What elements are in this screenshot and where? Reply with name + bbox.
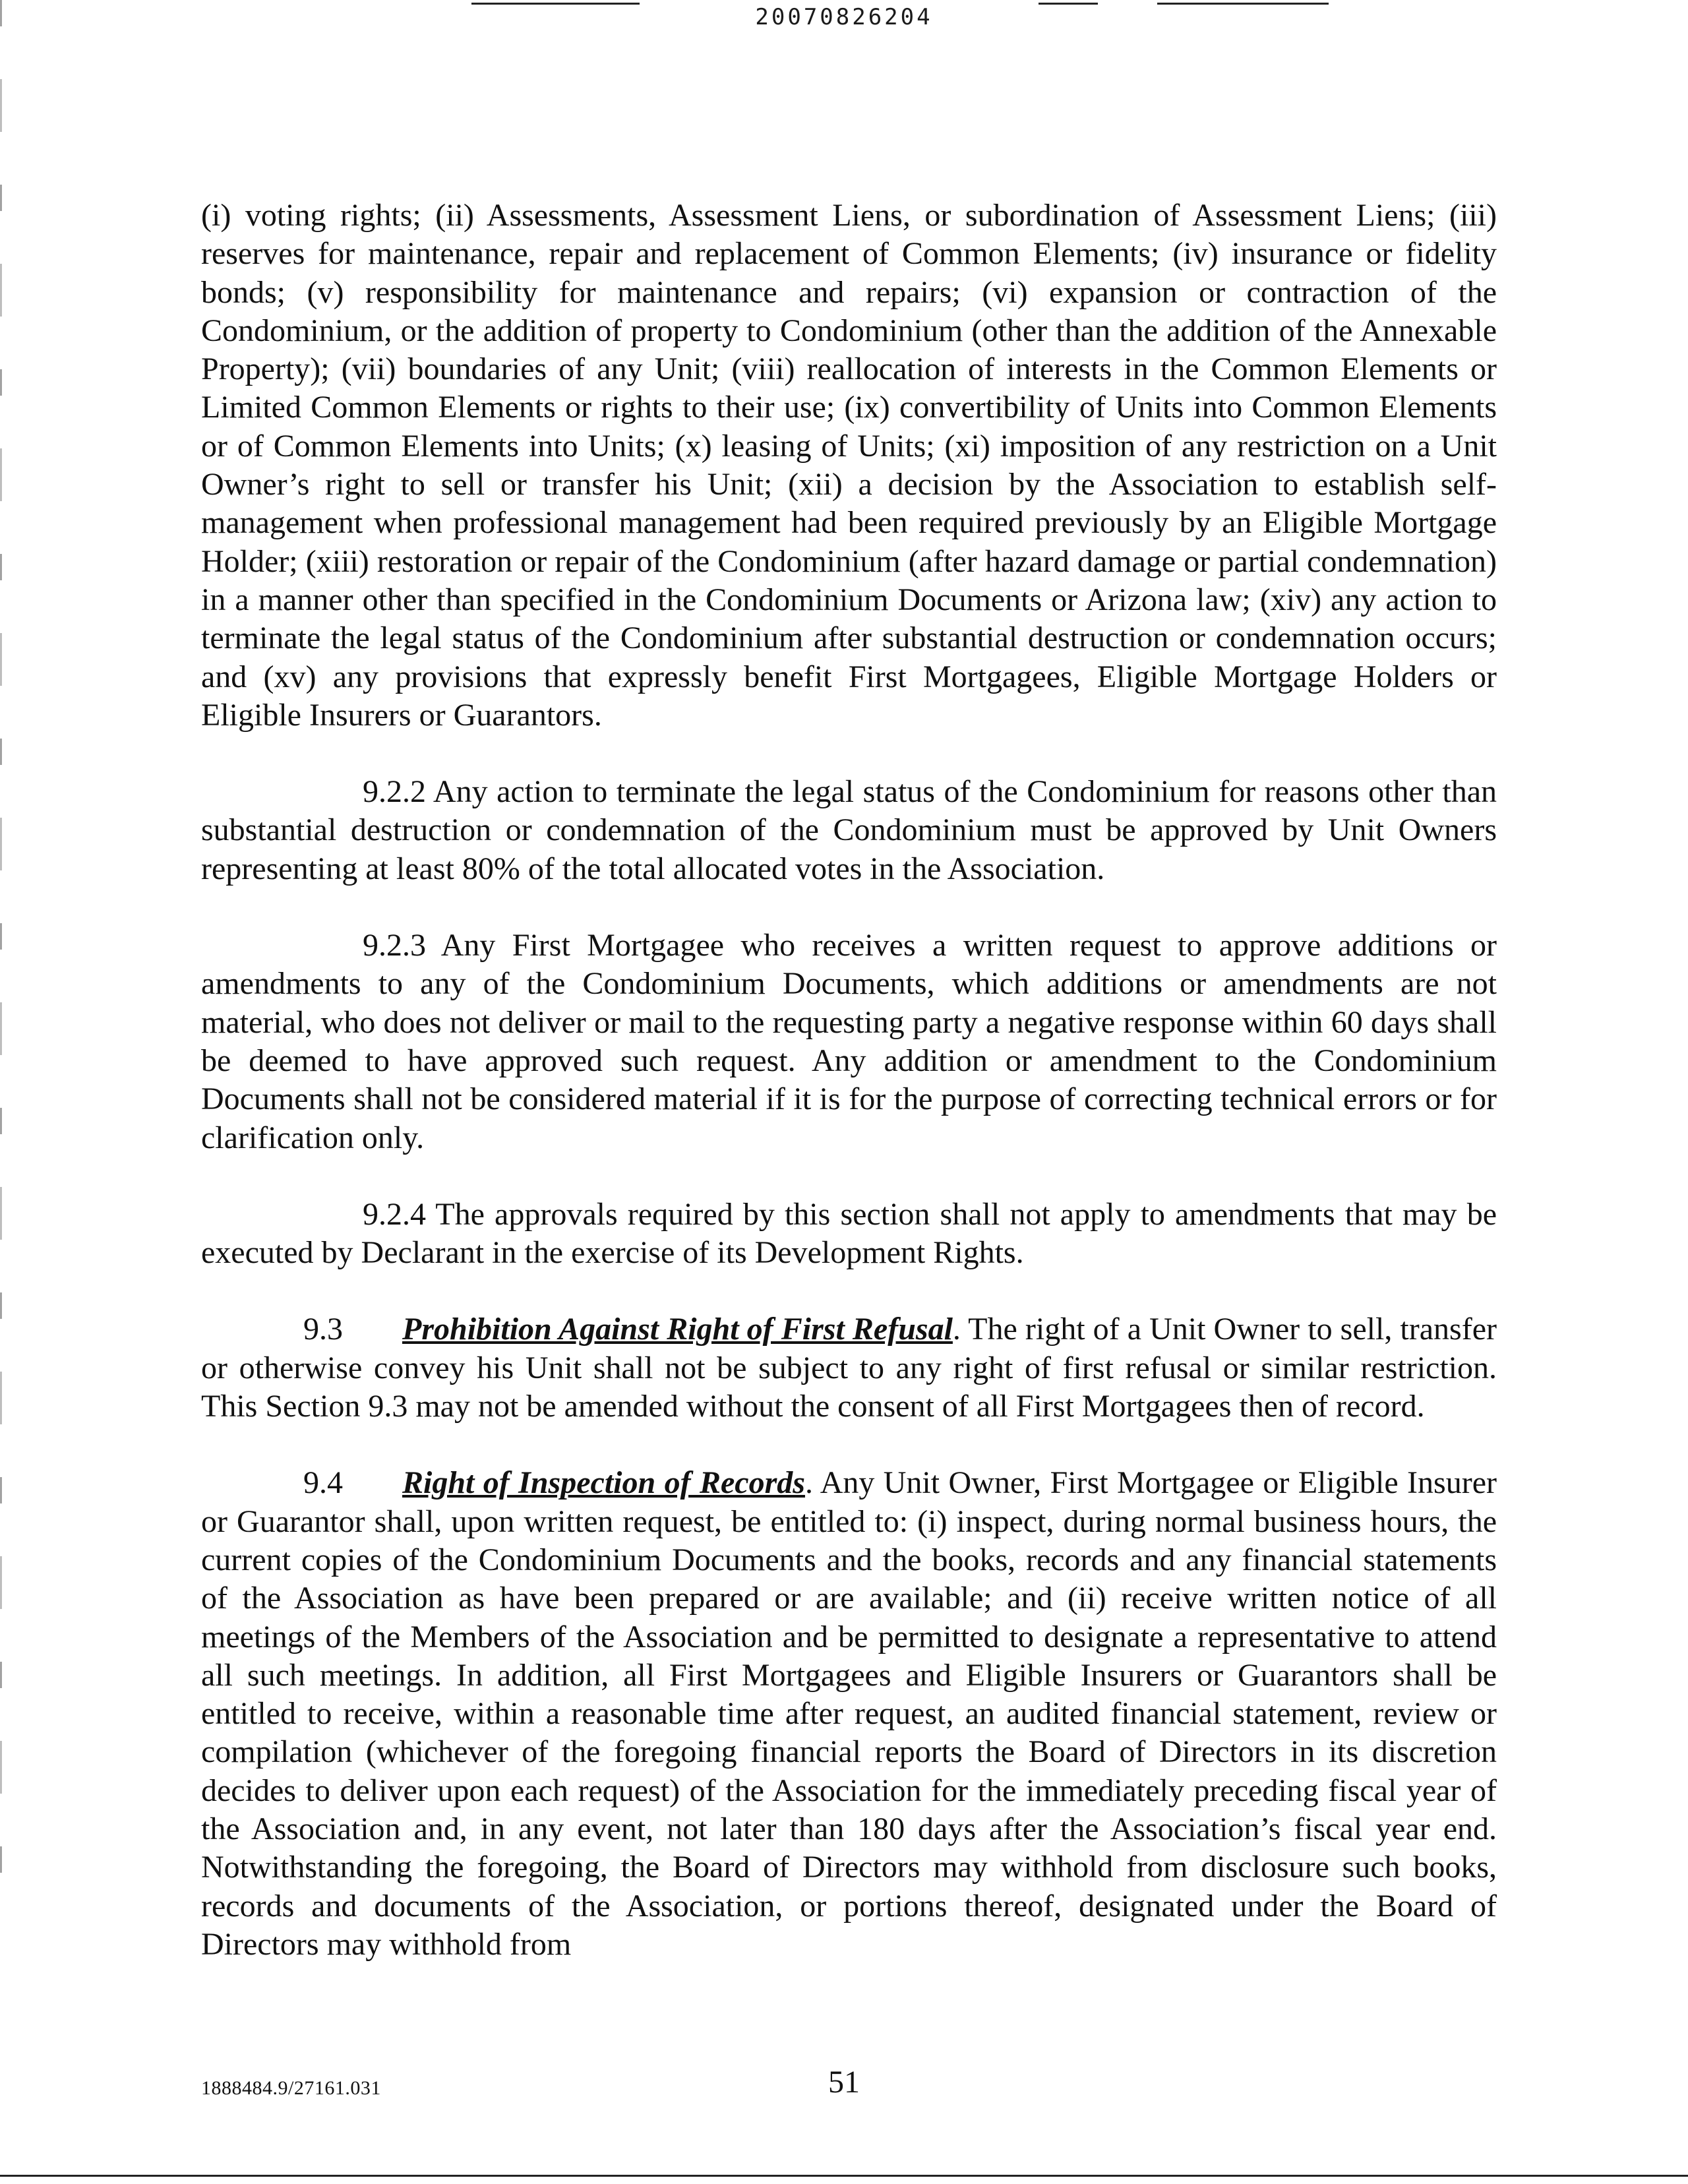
- bottom-rule: [0, 2175, 1688, 2177]
- section-9-4: [201, 1464, 1497, 1964]
- footer-document-reference: 1888484.9/27161.031: [201, 2077, 381, 2099]
- section-text: . The right of a Unit Owner to sell, transfer or otherwise convey his Unit shall not be subject to any right of first refusal or similar restriction. This Section 9.3 may not be amended without the consent of all First Mortgagees then of record.: [201, 1312, 1497, 1424]
- section-heading: Right of Inspection of Records: [402, 1465, 805, 1501]
- recording-number: 20070826204: [755, 4, 933, 30]
- paragraph-9-2-2: 9.2.2 Any action to terminate the legal status of the Condominium for reasons other than substantial destruction or condemnation of the Condominium must be approved by Unit Owners representing at least 80% of the total allocated votes in the Association.: [201, 774, 1497, 886]
- scan-edge-artifact: [0, 0, 2, 1879]
- page-number: 51: [828, 2065, 860, 2100]
- section-number: 9.4: [303, 1465, 343, 1501]
- section-heading: Prohibition Against Right of First Refusal: [402, 1312, 953, 1347]
- document-body: [201, 197, 1497, 1964]
- section-number: 9.3: [303, 1312, 343, 1347]
- paragraph-9-2-3: 9.2.3 Any First Mortgagee who receives a written request to approve additions or amendments to any of the Condominium Documents, which additions or amendments are not material, who does not deliver or mail to the requesting party a negative response within 60 days shall be deemed to have approved such request. Any addition or amendment to the Condominium Documents shall not be considered material if it is for the purpose of correcting technical errors or for clarification only.: [201, 928, 1497, 1155]
- section-text: . Any Unit Owner, First Mortgagee or Eligible Insurer or Guarantor shall, upon written request, be entitled to: (i) inspect, during normal business hours, the current copies of the Condominium Documents and the books, records and any financial statements of the Association as have been prepared or are available; and (ii) receive written notice of all meetings of the Members of the Association and be permitted to designate a representative to attend all such meetings. In addition, all First Mortgagees and Eligible Insurers or Guarantors shall be entitled to receive, within a reasonable time after request, an audited financial statement, review or compilation (whichever of the foregoing financial reports the Board of Directors in its discretion decides to deliver upon each request) of the Association for the immediately preceding fiscal year of the Association and, in any event, not later than 180 days after the Association’s fiscal year end. Notwithstanding the foregoing, the Board of Directors may withhold from disclosure such books, records and documents of the Association, or portions thereof, designated under the Board of Directors may withhold from: [201, 1465, 1497, 1962]
- continuation-paragraph: (i) voting rights; (ii) Assessments, Assessment Liens, or subordination of Assessment Liens; (iii) reserves for maintenance, repair and replacement of Common Elements; (iv) insurance or fidelity bonds; (v) responsibility for maintenance and repairs; (vi) expansion or contraction of the Condominium, or the addition of property to Condominium (other than the addition of the Annexable Property); (vii) boundaries of any Unit; (viii) reallocation of interests in the Common Elements or Limited Common Elements or rights to their use; (ix) convertibility of Units into Common Elements or of Common Elements into Units; (x) leasing of Units; (xi) imposition of any restriction on a Unit Owner’s right to sell or transfer his Unit; (xii) a decision by the Association to establish self-management when professional management had been required previously by an Eligible Mortgage Holder; (xiii) restoration or repair of the Condominium (after hazard damage or partial condemnation) in a manner other than specified in the Condominium Documents or Arizona law; (xiv) any action to terminate the legal status of the Condominium after substantial destruction or condemnation occurs; and (xv) any provisions that expressly benefit First Mortgagees, Eligible Mortgage Holders or Eligible Insurers or Guarantors.: [201, 198, 1497, 733]
- paragraph-9-2-4: 9.2.4 The approvals required by this section shall not apply to amendments that may be executed by Declarant in the exercise of its Development Rights.: [201, 1196, 1497, 1271]
- section-9-3: [201, 1310, 1497, 1426]
